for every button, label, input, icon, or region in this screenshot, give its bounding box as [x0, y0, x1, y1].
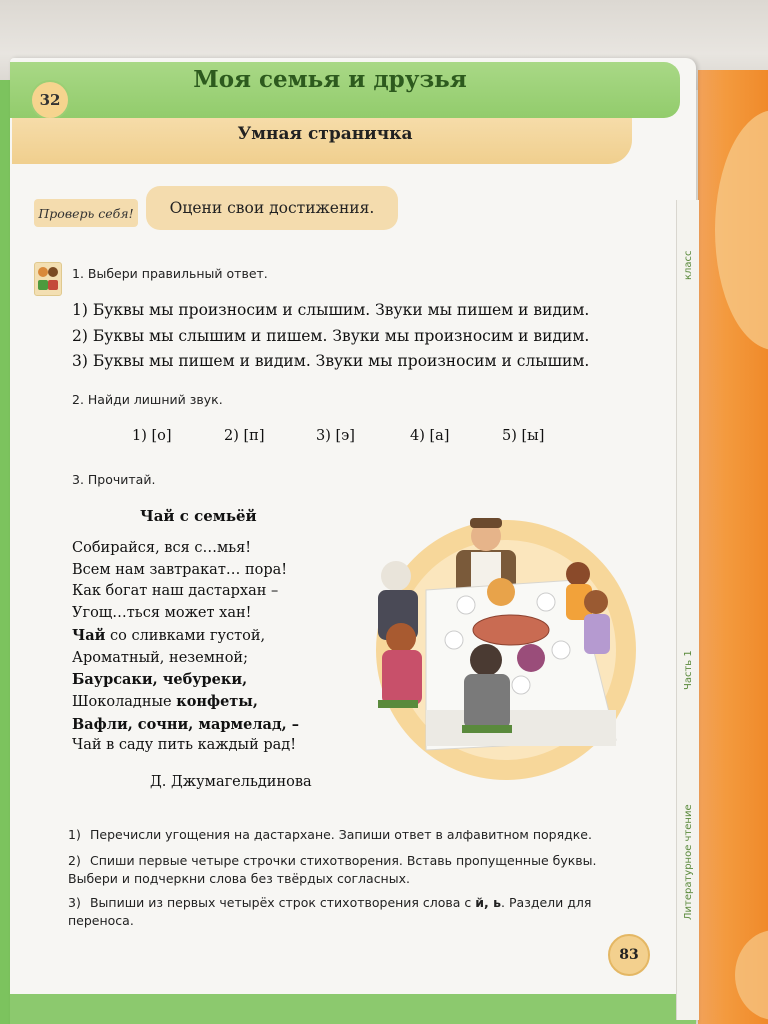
task-text: Перечисли угощения на дастархане. Запиши ответ в алфавитном порядке.: [89, 827, 592, 842]
poem-line: Баурсаки, чебуреки,: [72, 671, 248, 689]
poem-line: [72, 691, 299, 714]
side-subject-label: Литературное чтение: [683, 804, 694, 920]
poem-bold-word: конфеты,: [176, 692, 258, 710]
side-thumb-strip: [676, 200, 699, 1020]
sound-option-4: 4) [а]: [410, 428, 450, 444]
bottom-green-band: [10, 994, 696, 1024]
page-number-badge: 83: [608, 934, 650, 976]
check-yourself-tag: Проверь себя!: [34, 199, 138, 227]
poem-bold-word: Чай: [72, 626, 106, 644]
family-dinner-illustration: [356, 510, 656, 790]
section-title: Умная страничка: [237, 124, 413, 144]
task-3: [68, 894, 648, 930]
task-text-end: . Раздели для переноса.: [68, 895, 592, 928]
task-number: 2): [68, 853, 81, 868]
sound-option-5: 5) [ы]: [502, 428, 545, 444]
poem-line: Вафли, сочни, мармелад, –: [72, 715, 299, 733]
poem-line-start: Шоколадные: [72, 693, 177, 710]
assess-achievements-bubble: Оцени свои достижения.: [146, 186, 398, 230]
sound-option-2: 2) [п]: [224, 428, 265, 444]
poem-line: Чай в саду пить каждый рад!: [72, 737, 297, 754]
question-3-title: 3. Прочитай.: [72, 472, 156, 487]
answer-option-1: 1) Буквы мы произносим и слышим. Звуки мы пишем и видим.: [72, 301, 590, 319]
answer-option-3: 3) Буквы мы пишем и видим. Звуки мы произносим и слышим.: [72, 352, 590, 370]
sound-option-3: 3) [э]: [316, 428, 355, 444]
poem-line: Как богат наш дастархан –: [72, 583, 279, 600]
poem-line: [72, 625, 299, 648]
side-grade-label: класс: [683, 250, 694, 280]
task-number: 1): [68, 827, 81, 842]
task-1: [68, 826, 648, 844]
kids-icon: [34, 262, 62, 296]
poem-line-rest: со сливками густой,: [110, 627, 266, 644]
poem-line: Всем нам завтракат… пора!: [72, 561, 288, 578]
task-number: 3): [68, 895, 81, 910]
task-bold-letters: й, ь: [475, 895, 502, 910]
side-part-label: Часть 1: [683, 650, 694, 690]
task-text: Спиши первые четыре строчки стихотворения. Вставь пропущенные буквы. Выбери и подчеркни слова без твёрдых согласных.: [68, 853, 597, 886]
question-1-title: 1. Выбери правильный ответ.: [72, 266, 268, 281]
question-2-title: 2. Найди лишний звук.: [72, 392, 223, 407]
task-text-start: Выпиши из первых четырёх строк стихотворения слова с: [89, 895, 476, 910]
answer-option-2: 2) Буквы мы слышим и пишем. Звуки мы произносим и видим.: [72, 327, 590, 345]
poem-line: Угощ…ться может хан!: [72, 605, 252, 622]
task-2: [68, 852, 648, 888]
chapter-title: Моя семья и друзья: [193, 66, 467, 93]
poem-line: Собирайся, вся с…мья!: [72, 540, 252, 556]
poem-title: Чай с семьёй: [140, 507, 257, 525]
chapter-number-badge: 32: [30, 80, 70, 120]
poem-author: Д. Джумагельдинова: [150, 774, 312, 790]
poem-text: [72, 538, 299, 757]
poem-line: Ароматный, неземной;: [72, 649, 248, 666]
sound-option-1: 1) [о]: [132, 428, 172, 444]
